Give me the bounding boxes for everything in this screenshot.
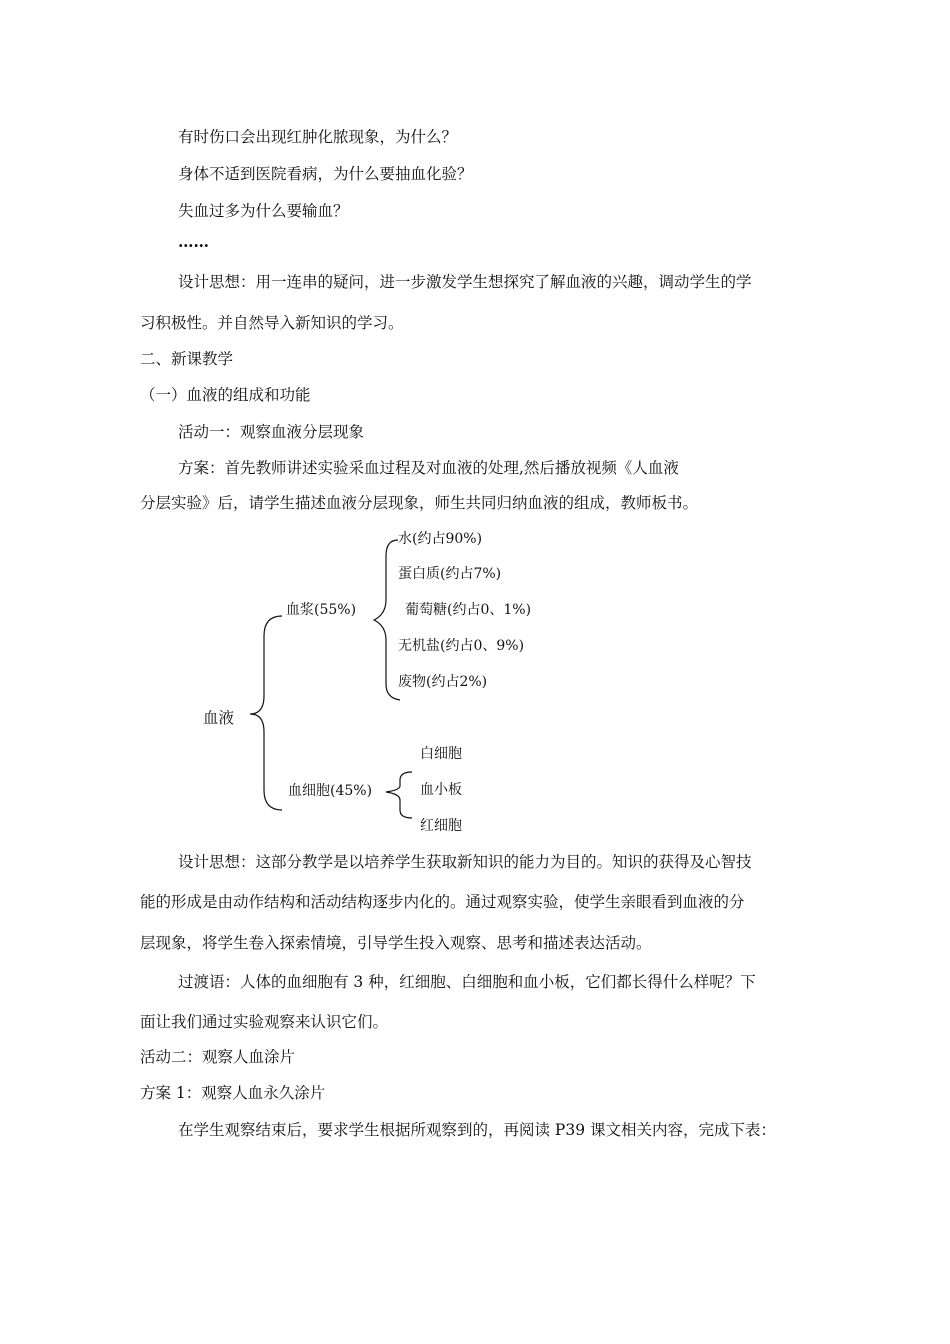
diagram-plasma-item: 蛋白质(约占7%) xyxy=(398,566,502,582)
design-thought-2-line-1: 设计思想：这部分教学是以培养学生获取新知识的能力为目的。知识的获得及心智技 xyxy=(178,853,752,871)
activity-2-title: 活动二：观察人血涂片 xyxy=(140,1048,296,1066)
design-thought-2-line-2: 能的形成是由动作结构和活动结构逐步内化的。通过观察实验，使学生亲眼看到血液的分 xyxy=(140,893,745,911)
transition-line-2: 面让我们通过实验观察来认识它们。 xyxy=(140,1013,389,1031)
diagram-cell-item: 白细胞 xyxy=(420,746,462,762)
diagram-plasma-item: 葡萄糖(约占0、1%) xyxy=(405,602,532,618)
diagram-cell-item: 血小板 xyxy=(420,782,462,798)
diagram-cell-item: 红细胞 xyxy=(420,818,462,834)
plasma-brace xyxy=(374,540,400,700)
plan-1-title: 方案 1：观察人血永久涂片 xyxy=(140,1084,326,1102)
diagram-blood-cells: 血细胞(45%) xyxy=(288,783,373,799)
plan-line-2: 分层实验》后，请学生描述血液分层现象，师生共同归纳血液的组成，教师板书。 xyxy=(140,494,699,512)
diagram-plasma: 血浆(55%) xyxy=(286,602,357,618)
intro-ellipsis: …… xyxy=(178,232,209,251)
diagram-plasma-item: 无机盐(约占0、9%) xyxy=(398,638,525,654)
diagram-plasma-item: 废物(约占2%) xyxy=(398,674,488,690)
design-thought-1-line-1: 设计思想：用一连串的疑问，进一步激发学生想探究了解血液的兴趣，调动学生的学 xyxy=(178,273,752,291)
intro-question-3: 失血过多为什么要输血？ xyxy=(178,202,349,220)
section-heading: 二、新课教学 xyxy=(140,350,234,368)
final-instruction: 在学生观察结束后，要求学生根据所观察到的，再阅读 P39 课文相关内容，完成下表： xyxy=(178,1121,777,1139)
activity-1-title: 活动一：观察血液分层现象 xyxy=(178,423,365,441)
diagram-root-blood: 血液 xyxy=(203,709,235,727)
design-thought-1-line-2: 习积极性。并自然导入新知识的学习。 xyxy=(140,314,404,332)
subsection-heading: （一）血液的组成和功能 xyxy=(140,386,311,404)
intro-question-2: 身体不适到医院看病，为什么要抽血化验？ xyxy=(178,165,473,183)
plan-line-1: 方案：首先教师讲述实验采血过程及对血液的处理,然后播放视频《人血液 xyxy=(178,459,679,477)
cells-brace xyxy=(386,772,412,818)
diagram-plasma-item: 水(约占90%) xyxy=(398,531,483,547)
design-thought-2-line-3: 层现象，将学生卷入探索情境，引导学生投入观察、思考和描述表达活动。 xyxy=(140,934,652,952)
intro-question-1: 有时伤口会出现红肿化脓现象，为什么？ xyxy=(178,128,458,146)
main-brace xyxy=(250,616,282,810)
transition-line-1: 过渡语：人体的血细胞有 3 种，红细胞、白细胞和血小板，它们都长得什么样呢？下 xyxy=(178,973,756,991)
